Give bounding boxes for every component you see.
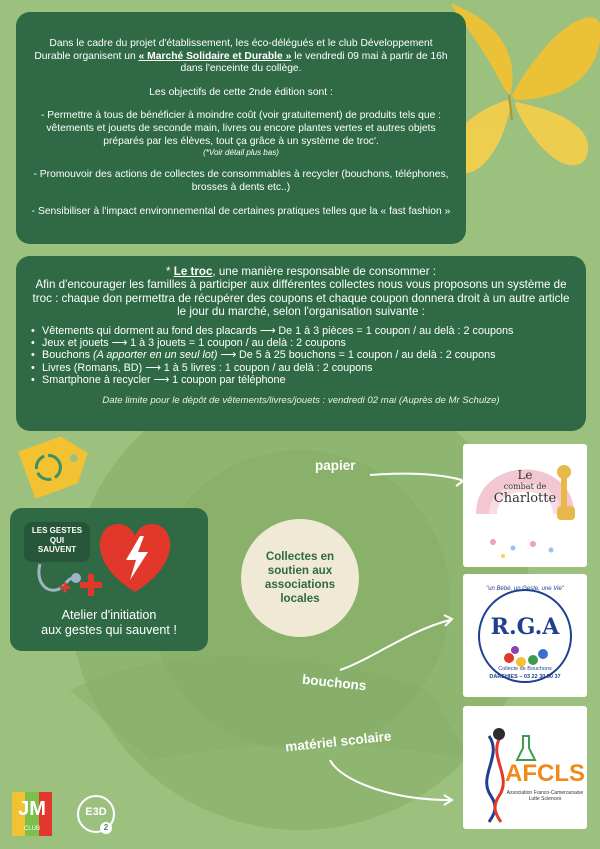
event-name: « Marché Solidaire et Durable »	[138, 50, 292, 62]
recycle-tag-icon	[18, 430, 96, 499]
afcls-card	[463, 706, 587, 829]
rga-card	[463, 574, 587, 697]
troc-item: • Smartphone à recycler ⟶ 1 coupon par téléphone	[30, 374, 572, 386]
heart-defibrillator-icon	[96, 522, 174, 594]
troc-intro: Afin d'encourager les familles à participer aux différentes collectes nous vous proposons un système de troc : chaque don permettra de récupérer des coupons et chaque coupon donnera droit à un autre article le jour du marché, selon l'organisation suivante :	[32, 278, 570, 319]
troc-deadline: Date limite pour le dépôt de vêtements/livres/jouets : vendredi 02 mai (Auprès de Mr Schulze)	[102, 395, 500, 407]
rga-sub: Collecte de Bouchons	[498, 666, 552, 672]
charlotte-title: Le combat de Charlotte	[493, 468, 557, 506]
charlotte-card	[463, 444, 587, 567]
e3d-logo: E3D 2	[76, 794, 116, 836]
label-papier: papier	[315, 458, 356, 473]
plus-icon	[80, 574, 102, 596]
objective-1: - Permettre à tous de bénéficier à moindre coût (voir gratuitement) de produits tels que : vêtements et jouets de seconde main, livres ou encore plantes vertes et autres objets préparés par les élèves, tout ça grâce à un système de troc'. (*Voir détail plus bas)	[40, 110, 442, 158]
intro-paragraph: Dans le cadre du projet d'établissement, les éco-délégués et le club Développement Durable organisent un « Marché Solidaire et Durable » le vendredi 09 mai à partir de 16h dans l'enceinte du collège.	[34, 38, 448, 75]
objective-2: - Promouvoir des actions de collectes de consommables à recycler (bouchons, téléphones, brosses à dents etc..)	[33, 169, 449, 193]
troc-heading: * Le troc, une manière responsable de consommer :	[165, 265, 437, 278]
troc-list	[30, 325, 572, 386]
label-materiel: matériel scolaire	[284, 728, 393, 755]
intro-box	[16, 12, 466, 244]
gestes-caption: Atelier d'initiation aux gestes qui sauvent !	[41, 608, 177, 637]
butterfly-icon	[447, 4, 600, 173]
troc-item: • Vêtements qui dorment au fond des placards ⟶ De 1 à 3 pièces = 1 coupon / au delà : 2 coupons	[30, 325, 572, 337]
troc-item: • Jeux et jouets ⟶ 1 à 3 jouets = 1 coupon / au delà : 2 coupons	[30, 337, 572, 349]
collectes-circle: Collectes en soutien aux associations locales	[241, 519, 359, 637]
rga-slogan: "un Bébé, un Geste, une Vie"	[486, 586, 564, 592]
gestes-panel	[10, 508, 208, 651]
objectives-title: Les objectifs de cette 2nde édition sont :	[149, 86, 333, 98]
afcls-sub: Association Franco-Camerounaise Lutte Sciences	[506, 790, 584, 802]
gestes-label: LES GESTES QUI SAUVENT	[24, 522, 90, 562]
troc-item: • Bouchons (A apporter en un seul lot) ⟶ De 5 à 25 bouchons = 1 coupon / au delà : 2 coupons	[30, 349, 572, 361]
objective-3: - Sensibiliser à l'impact environnemental de certaines pratiques telles que la « fast fashion »	[31, 206, 451, 218]
troc-box	[16, 256, 586, 431]
jm-club-logo: JM CLUB	[12, 792, 52, 836]
rga-name: R.G.A	[490, 614, 560, 640]
troc-item: • Livres (Romans, BD) ⟶ 1 à 5 livres : 1 coupon / au delà : 2 coupons	[30, 362, 572, 374]
label-bouchons: bouchons	[301, 671, 368, 694]
afcls-name: AFCLS	[505, 760, 585, 787]
rga-contact: DARSHIES – 03 22 30 50 37	[489, 674, 561, 680]
